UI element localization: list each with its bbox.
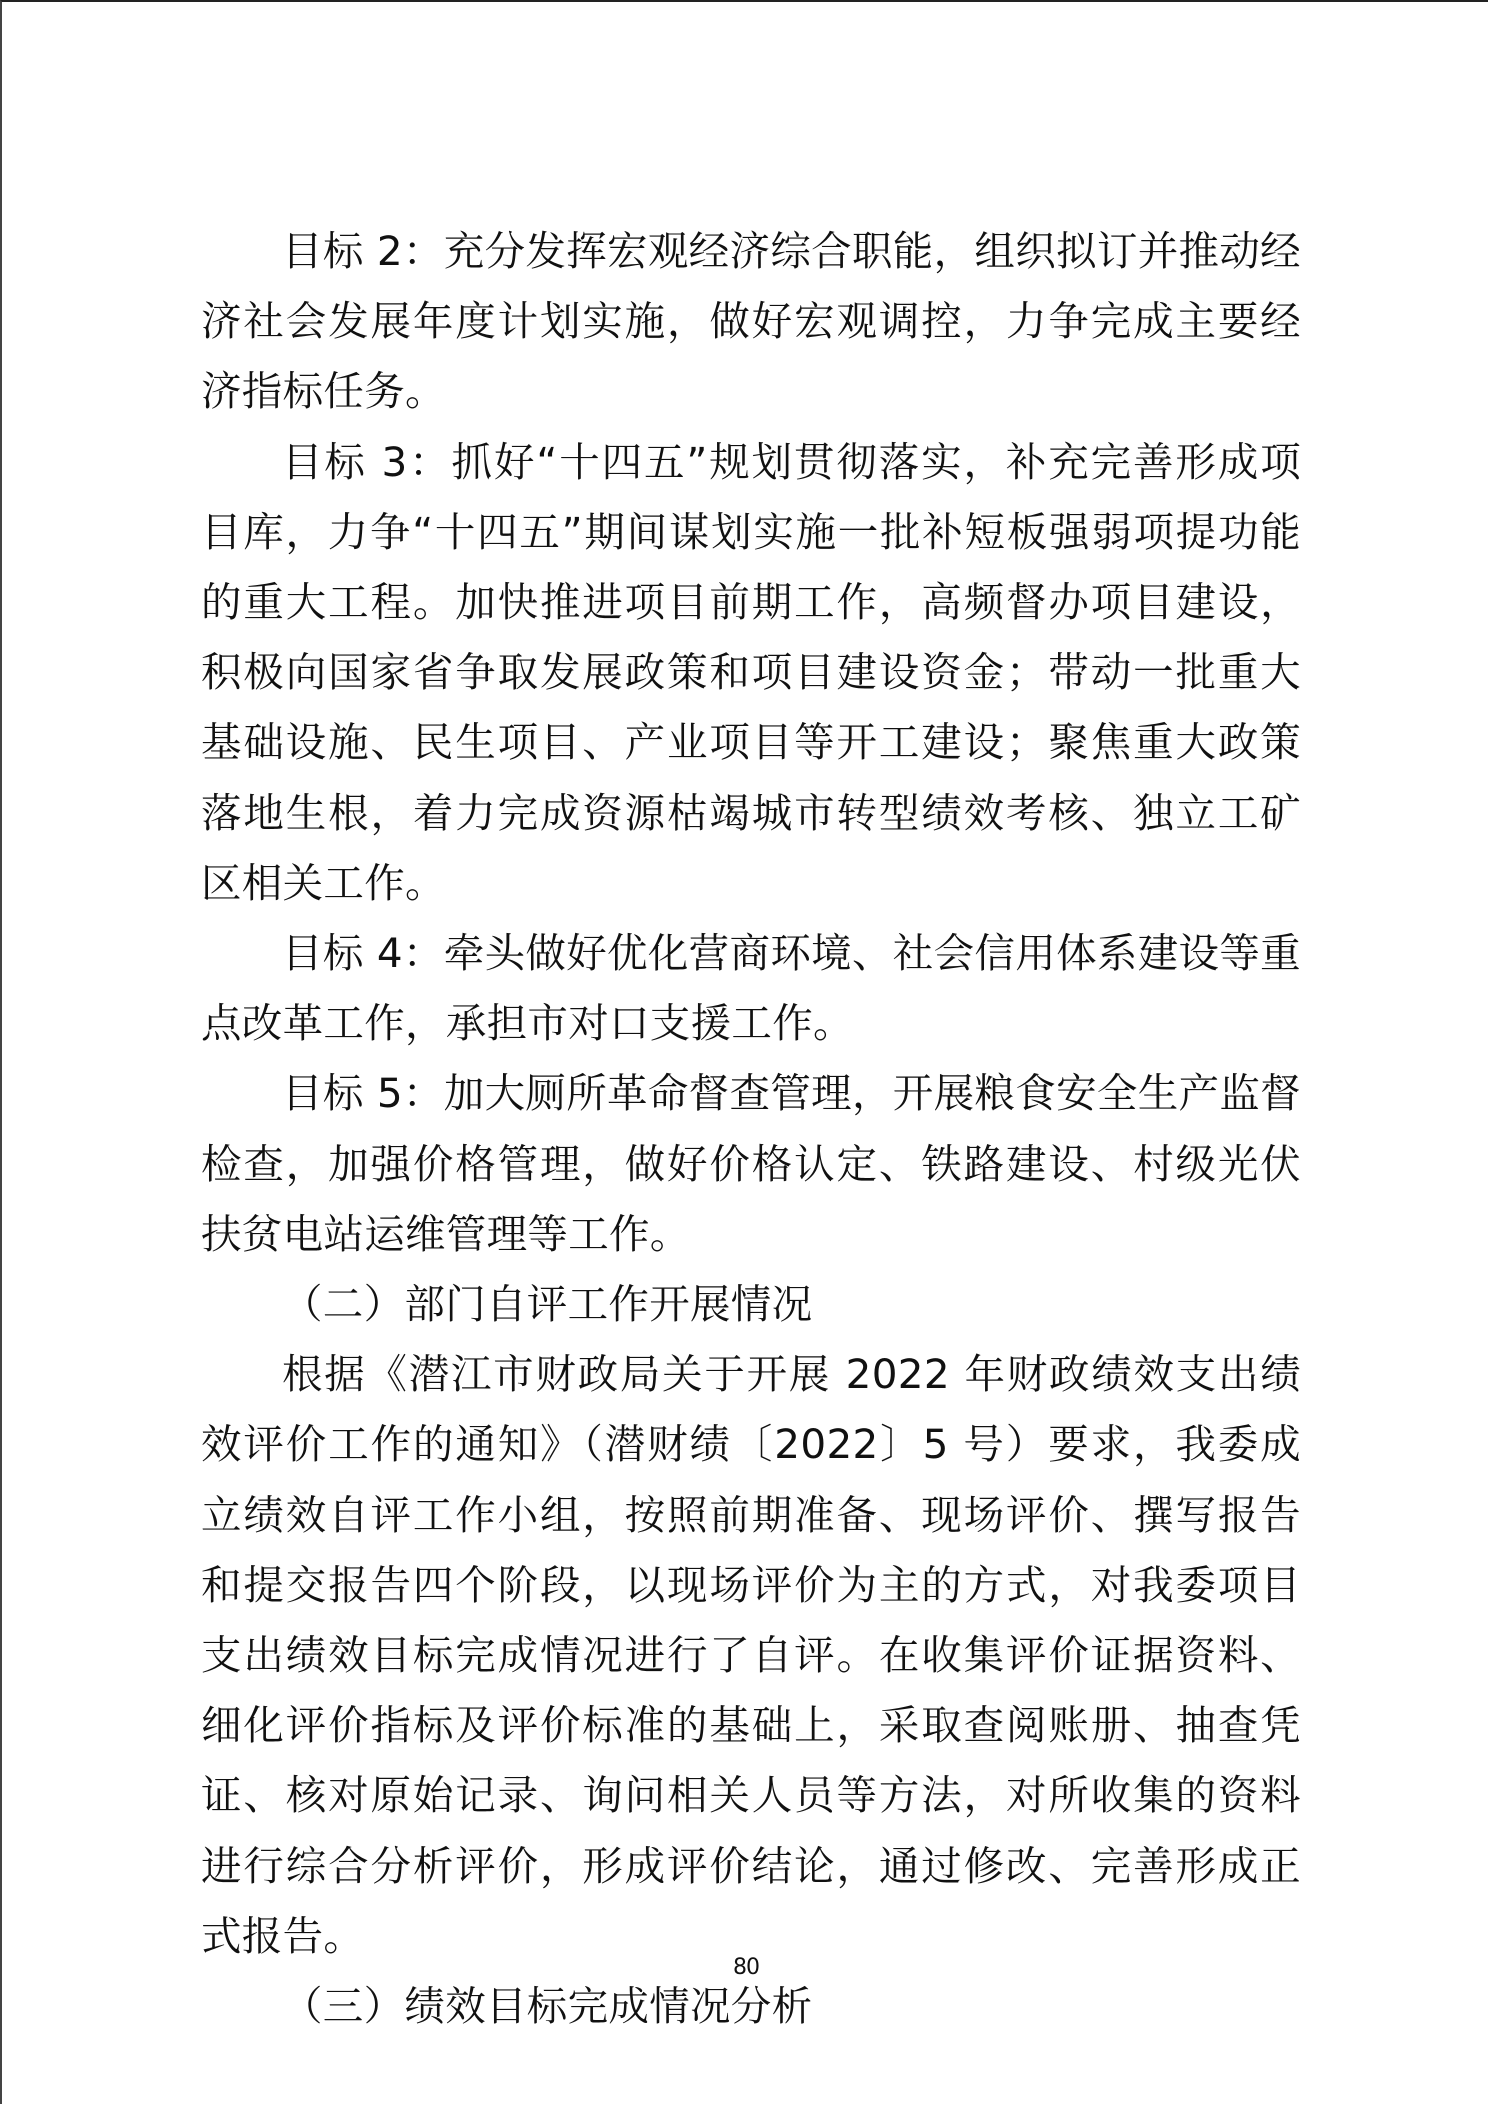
document-body bbox=[201, 216, 1301, 2041]
section-heading-goal-analysis: （三）绩效目标完成情况分析 bbox=[282, 1982, 813, 2031]
page-number: 80 bbox=[733, 1955, 759, 1980]
paragraph-goal-4: 目标 4：牵头做好优化营商环境、社会信用体系建设等重点改革工作，承担市对口支援工作。 bbox=[201, 929, 1301, 1048]
paragraph-goal-3: 目标 3：抓好“十四五”规划贯彻落实，补充完善形成项目库，力争“十四五”期间谋划实施一批补短板强弱项提功能的重大工程。加快推进项目前期工作，高频督办项目建设，积极向国家省争取发展政策和项目建设资金；带动一批重大基础设施、民生项目、产业项目等开工建设；聚焦重大政策落地生根，着力完成资源枯竭城市转型绩效考核、独立工矿区相关工作。 bbox=[201, 437, 1301, 907]
paragraph-goal-5: 目标 5：加大厕所革命督查管理，开展粮食安全生产监督检查，加强价格管理，做好价格认定、铁路建设、村级光伏扶贫电站运维管理等工作。 bbox=[201, 1069, 1301, 1258]
paragraph-goal-2: 目标 2：充分发挥宏观经济综合职能，组织拟订并推动经济社会发展年度计划实施，做好宏观调控，力争完成主要经济指标任务。 bbox=[201, 227, 1301, 416]
paragraph-self-evaluation: 根据《潜江市财政局关于开展 2022 年财政绩效支出绩效评价工作的通知》（潜财绩〔2022〕5 号）要求，我委成立绩效自评工作小组，按照前期准备、现场评价、撰写报告和提交报告四个阶段，以现场评价为主的方式，对我委项目支出绩效目标完成情况进行了自评。在收集评价证据资料、细化评价指标及评价标准的基础上，采取查阅账册、抽查凭证、核对原始记录、询问相关人员等方法，对所收集的资料进行综合分析评价，形成评价结论，通过修改、完善形成正式报告。 bbox=[201, 1350, 1301, 1960]
section-heading-self-evaluation: （二）部门自评工作开展情况 bbox=[282, 1280, 813, 1329]
